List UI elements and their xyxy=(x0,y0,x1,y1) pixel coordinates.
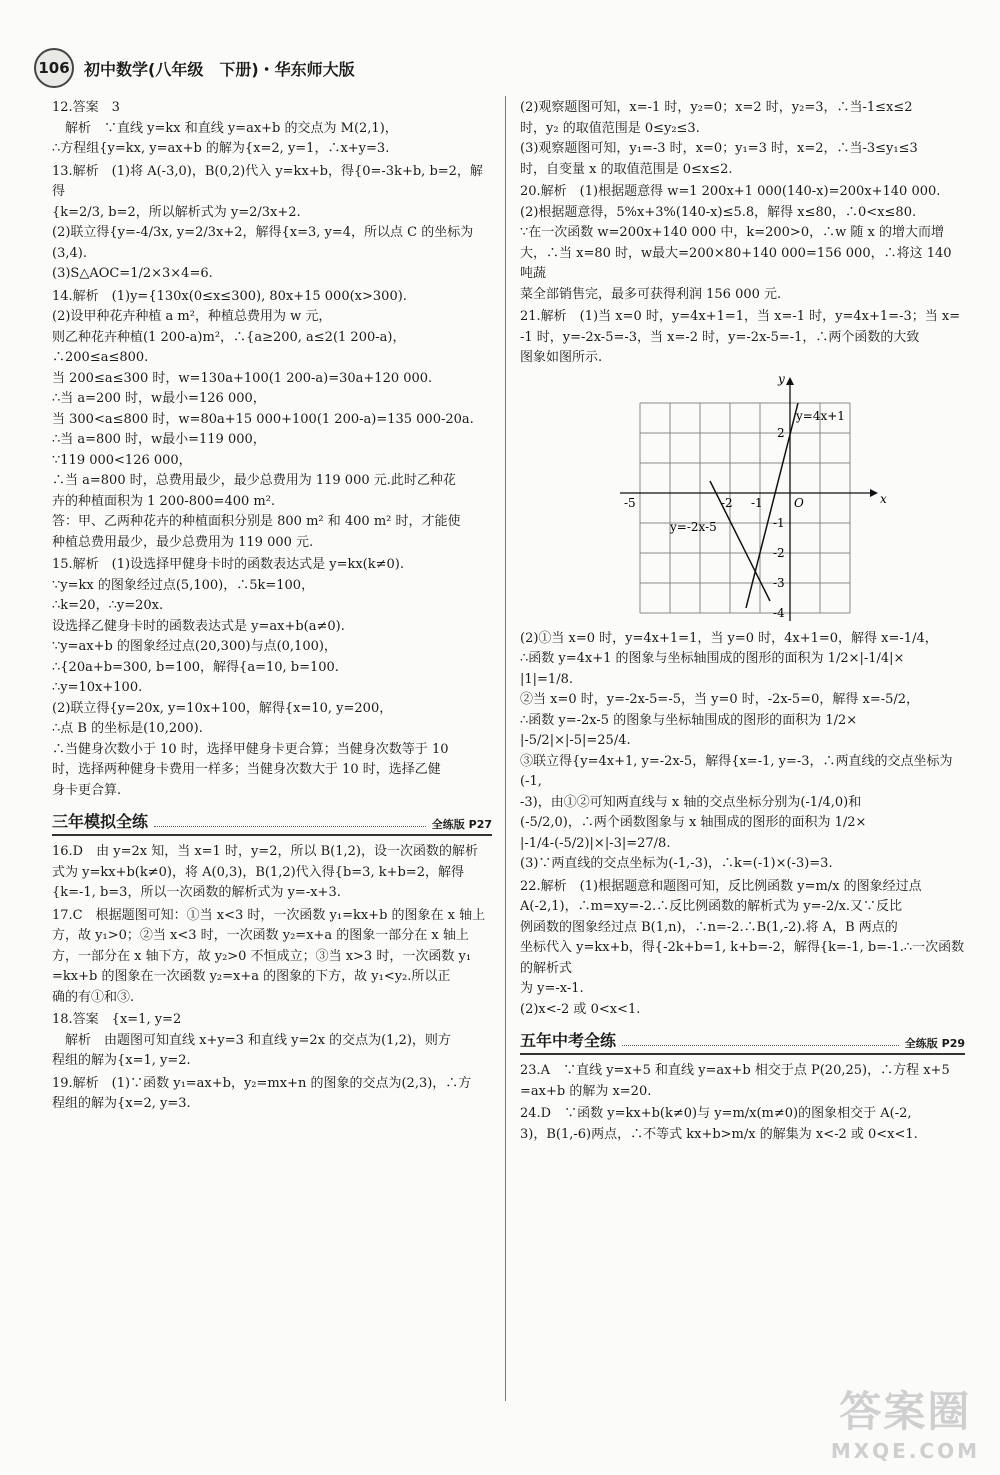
page-number: 106 xyxy=(34,48,74,88)
answer-21-part2: (2)①当 x=0 时，y=4x+1=1，当 y=0 时，4x+1=0，解得 x=-1/4， ∴函数 y=4x+1 的图象与坐标轴围成的图形的面积为 1/2×|-1/4|× |1|=1/8. ②当 x=0 时，y=-2x-5=-5，当 y=0 时，-2x-5=0，解得 x=-5/2， ∴函数 y=-2x-5 的图象与坐标轴围成的图形的面积为 1/2× |-5/2|×|-5|=25/4. ③联立得{y=4x+1, y=-2x-5，解得{x=-1, y=-3，∴两直线的交点坐标为(-1, -3)，由①②可知两直线与 x 轴的交点坐标分别为(-1/4,0)和 (-5/2,0)，∴两个函数图象与 x 轴围成的图形的面积为 1/2× |-1/4-(-5/2)|×|-3|=27/8. (3)∵两直线的交点坐标为(-1,-3)，∴k=(-1)×(-3)=3. xyxy=(520,630,953,871)
answer-16: 16.D 由 y=2x 知，当 x=1 时，y=2，所以 B(1,2)，设一次函数的解析 式为 y=kx+b(k≠0)，将 A(0,3)，B(1,2)代入得{b=3, k+b=2，解得 {k=-1, b=3，所以一次函数的解析式为 y=-x+3. xyxy=(52,844,478,900)
graph-grid xyxy=(640,403,850,613)
page-header xyxy=(34,48,355,88)
book-title: 初中数学(八年级 下册)・华东师大版 xyxy=(84,59,355,79)
watermark-url: MXQE.COM xyxy=(830,1439,980,1463)
tick-y-neg1: -1 xyxy=(773,515,785,530)
line1-label: y=4x+1 xyxy=(796,408,845,423)
answer-19-cont: (2)观察题图可知，x=-1 时，y₂=0；x=2 时，y₂=3，∴当-1≤x≤2 时，y₂ 的取值范围是 0≤y₂≤3. (3)观察题图可知，y₁=-3 时，x=0；y₁=3 时，x=2，∴当-3≤y₁≤3 时，自变量 x 的取值范围是 0≤x≤2. xyxy=(520,100,918,177)
answer-12: 12.答案 3 解析 ∵直线 y=kx 和直线 y=ax+b 的交点为 M(2,1)， ∴方程组{y=kx, y=ax+b 的解为{x=2, y=1，∴x+y=3. xyxy=(52,100,398,156)
y-axis-arrow xyxy=(786,377,794,385)
tick-y-neg2: -2 xyxy=(773,545,785,560)
watermark-text: 答案圈 xyxy=(839,1387,972,1436)
origin-label: O xyxy=(794,495,804,510)
answer-24: 24.D ∵函数 y=kx+b(k≠0)与 y=m/x(m≠0)的图象相交于 A(-2, 3)，B(1,-6)两点，∴不等式 kx+b>m/x 的解集为 x<-2 或 0<x<1. xyxy=(520,1106,918,1142)
answer-23: 23.A ∵直线 y=x+5 和直线 y=ax+b 相交于点 P(20,25)，∴方程 x+5 =ax+b 的解为 x=20. xyxy=(520,1063,950,1099)
answer-14: 14.解析 (1)y={130x(0≤x≤300), 80x+15 000(x>300). (2)设甲种花卉种植 a m²，种植总费用为 w 元， 则乙种花卉种植(1 200-a)m²，∴{a≥200, a≤2(1 200-a)，∴200≤a≤800. 当 200≤a≤300 时，w=130a+100(1 200-a)=30a+120 000. ∴当 a=200 时，w最小=126 000， 当 300<a≤800 时，w=80a+15 000+100(1 200-a)=135 000-20a. ∴当 a=800 时，w最小=119 000， ∵119 000<126 000， ∴当 a=800 时，总费用最少，最少总费用为 119 000 元.此时乙种花 卉的种植面积为 1 200-800=400 m². 答：甲、乙两种花卉的种植面积分别是 800 m² 和 400 m² 时，才能使 种植总费用最少，最少总费用为 119 000 元. xyxy=(52,288,474,550)
answer-15: 15.解析 (1)设选择甲健身卡时的函数表达式是 y=kx(k≠0). ∵y=kx 的图象经过点(5,100)，∴5k=100， ∴k=20，∴y=20x. 设选择乙健身卡时的函数表达式是 y=ax+b(a≠0). ∵y=ax+b 的图象经过点(20,300)与点(0,100)， ∴{20a+b=300, b=100，解得{a=10, b=100. ∴y=10x+100. (2)联立得{y=20x, y=10x+100，解得{x=10, y=200， ∴点 B 的坐标是(10,200). ∴当健身次数小于 10 时，选择甲健身卡更合算；当健身次数等于 10 时，选择两种健身卡费用一样多；当健身次数大于 10 时，选择乙健 身卡更合算. xyxy=(52,557,449,798)
tick-x-neg1: -1 xyxy=(751,495,763,510)
section-header-five-year xyxy=(520,1028,965,1055)
y-axis-label: y xyxy=(778,372,785,386)
answer-20: 20.解析 (1)根据题意得 w=1 200x+1 000(140-x)=200x+140 000. (2)根据题意得，5%x+3%(140-x)≤5.8，解得 x≤80，∴0<x≤80. ∵在一次函数 w=200x+140 000 中，k=200>0，∴w 随 x 的增大而增 大，∴当 x=80 时，w最大=200×80+140 000=156 000，∴将这 140 吨蔬 菜全部销售完，最多可获得利润 156 000 元. xyxy=(520,184,952,302)
section-page-ref: 全练版 P27 xyxy=(431,818,492,831)
section-header-three-year xyxy=(52,809,492,836)
function-graph xyxy=(520,373,965,623)
tick-y-2: 2 xyxy=(777,425,785,440)
section-page-ref: 全练版 P29 xyxy=(904,1037,965,1050)
dotted-leader xyxy=(154,826,426,827)
line2-label: y=-2x-5 xyxy=(670,519,717,534)
column-divider xyxy=(505,96,506,1401)
answer-18: 18.答案 {x=1, y=2 解析 由题图可知直线 x+y=3 和直线 y=2x 的交点为(1,2)，则方 程组的解为{x=1, y=2. xyxy=(52,1012,451,1068)
right-column xyxy=(520,98,965,1147)
tick-x-neg2: -2 xyxy=(721,495,733,510)
answer-17: 17.C 根据题图可知：①当 x<3 时，一次函数 y₁=kx+b 的图象在 x 轴上 方，故 y₁>0；②当 x<3 时，一次函数 y₂=x+a 的图象一部分在 x 轴上 方，一部分在 x 轴下方，故 y₂>0 不恒成立；③当 x>3 时，一次函数 y₁ =kx+b 的图象在一次函数 y₂=x+a 的图象的下方，故 y₁<y₂.所以正 确的有①和③. xyxy=(52,907,486,1005)
dotted-leader xyxy=(622,1045,899,1046)
x-axis-label: x xyxy=(880,491,887,506)
section-title: 三年模拟全练 xyxy=(52,812,149,831)
tick-y-neg3: -3 xyxy=(773,575,785,590)
section-title: 五年中考全练 xyxy=(520,1031,617,1050)
tick-y-neg4: -4 xyxy=(773,605,785,620)
watermark-logo xyxy=(831,1379,980,1463)
answer-21-part1: 21.解析 (1)当 x=0 时，y=4x+1=1，当 x=-1 时，y=4x+1=-3；当 x= -1 时，y=-2x-5=-3，当 x=-2 时，y=-2x-5=-1，∴两个函数的大致 图象如图所示. xyxy=(520,309,961,365)
answer-19: 19.解析 (1)∵函数 y₁=ax+b，y₂=mx+n 的图象的交点为(2,3)，∴方 程组的解为{x=2, y=3. xyxy=(52,1075,472,1111)
graph-svg xyxy=(520,373,965,623)
answer-13: 13.解析 (1)将 A(-3,0)，B(0,2)代入 y=kx+b，得{0=-3k+b, b=2，解得 {k=2/3, b=2，所以解析式为 y=2/3x+2. (2)联立得{y=-4/3x, y=2/3x+2，解得{x=3, y=4，所以点 C 的坐标为(3,4). (3)S△AOC=1/2×3×4=6. xyxy=(52,163,483,281)
answer-22: 22.解析 (1)根据题意和题图可知，反比例函数 y=m/x 的图象经过点 A(-2,1)，∴m=xy=-2.∴反比例函数的解析式为 y=-2/x.又∵反比 例函数的图象经过点 B(1,n)，∴n=-2.∴B(1,-2).将 A，B 两点的 坐标代入 y=kx+b，得{-2k+b=1, k+b=-2，解得{k=-1, b=-1.∴一次函数的解析式 为 y=-x-1. (2)x<-2 或 0<x<1. xyxy=(520,878,965,1017)
tick-x-neg5: -5 xyxy=(624,495,636,510)
left-column xyxy=(52,98,492,1117)
x-axis-arrow xyxy=(870,489,878,497)
